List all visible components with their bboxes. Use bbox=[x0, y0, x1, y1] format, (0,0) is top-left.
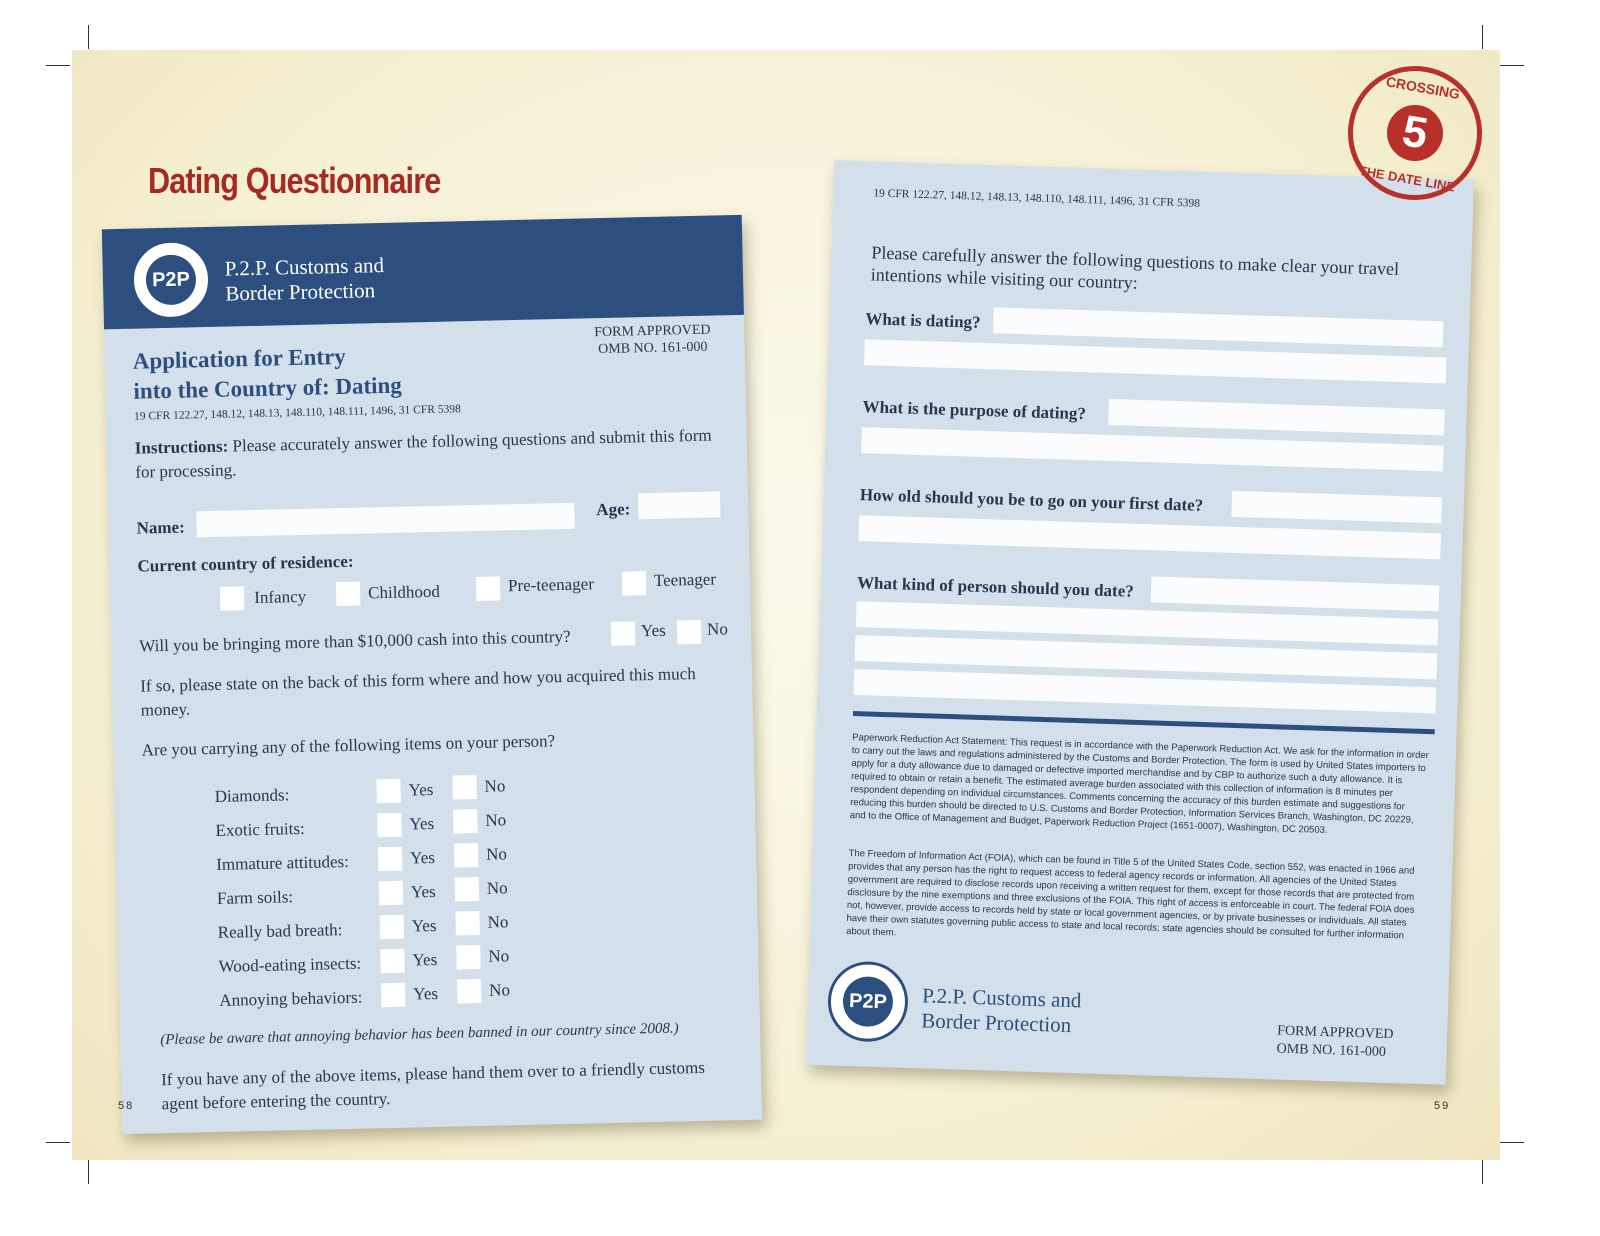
yes-label: Yes bbox=[409, 847, 436, 868]
name-label: Name: bbox=[136, 517, 185, 538]
form-approved: FORM APPROVED OMB NO. 161-000 bbox=[594, 322, 711, 358]
item-yes-checkbox[interactable] bbox=[380, 949, 405, 974]
option-label: Teenager bbox=[653, 569, 717, 590]
item-yes-checkbox[interactable] bbox=[378, 847, 403, 872]
cfr-reference: 19 CFR 122.27, 148.12, 148.13, 148.110, 148.111, 1496, 31 CFR 5398 bbox=[133, 403, 461, 423]
crossing-5-stamp: CROSSING 5 THE DATE LINE bbox=[1337, 55, 1492, 210]
option-label: Infancy bbox=[253, 586, 307, 608]
closing-text: If you have any of the above items, please hand them over to a friendly customs agent before entering the country. bbox=[160, 1057, 706, 1114]
no-label: No bbox=[485, 810, 507, 830]
item-no-checkbox[interactable] bbox=[452, 775, 477, 800]
crop-mark bbox=[1500, 65, 1524, 66]
pre-teenager-checkbox[interactable] bbox=[476, 576, 501, 601]
answer-input[interactable] bbox=[1151, 576, 1440, 611]
answer-input[interactable] bbox=[1231, 491, 1442, 524]
item-no-checkbox[interactable] bbox=[455, 911, 480, 936]
item-label: Really bad breath: bbox=[217, 920, 343, 942]
no-label: No bbox=[486, 878, 508, 898]
item-no-checkbox[interactable] bbox=[456, 945, 481, 970]
item-yes-checkbox[interactable] bbox=[376, 779, 401, 804]
yes-label: Yes bbox=[640, 620, 667, 641]
no-label: No bbox=[488, 946, 510, 966]
yes-label: Yes bbox=[412, 949, 438, 970]
item-label: Immature attitudes: bbox=[216, 851, 350, 874]
cfr-reference: 19 CFR 122.27, 148.12, 148.13, 148.110, 148.111, 1496, 31 CFR 5398 bbox=[873, 187, 1201, 210]
item-no-checkbox[interactable] bbox=[453, 809, 478, 834]
residence-label: Current country of residence: bbox=[137, 551, 354, 576]
item-label: Diamonds: bbox=[214, 785, 290, 806]
crop-mark bbox=[1482, 1160, 1483, 1184]
cash-no-checkbox[interactable] bbox=[677, 620, 702, 645]
item-no-checkbox[interactable] bbox=[454, 843, 479, 868]
crop-mark bbox=[88, 1160, 89, 1184]
crop-mark bbox=[46, 1142, 70, 1143]
answer-input[interactable] bbox=[858, 515, 1441, 559]
item-label: Farm soils: bbox=[216, 887, 294, 908]
yes-label: Yes bbox=[411, 915, 437, 936]
no-label: No bbox=[706, 619, 729, 639]
item-label: Exotic fruits: bbox=[215, 818, 305, 840]
form-approved: FORM APPROVED OMB NO. 161-000 bbox=[1276, 1023, 1394, 1060]
p2p-logo: P2P bbox=[130, 239, 212, 321]
answer-input[interactable] bbox=[1108, 399, 1445, 436]
cash-question: Will you be bringing more than $10,000 cash into this country? bbox=[139, 626, 571, 656]
yes-label: Yes bbox=[409, 813, 435, 834]
answer-input[interactable] bbox=[861, 427, 1444, 471]
intro-text: Please carefully answer the following questions to make clear your travel intentions while visiting our country: bbox=[870, 242, 1400, 293]
item-no-checkbox[interactable] bbox=[455, 877, 480, 902]
question-label: What is dating? bbox=[865, 309, 981, 332]
crop-mark bbox=[46, 65, 70, 66]
question-label: What is the purpose of dating? bbox=[862, 397, 1087, 424]
answer-input[interactable] bbox=[864, 339, 1447, 383]
form-header-band bbox=[102, 215, 744, 329]
form-heading: Application for Entry into the Country of: Dating bbox=[132, 343, 403, 404]
item-yes-checkbox[interactable] bbox=[377, 813, 402, 838]
if-so-text: If so, please state on the back of this form where and how you acquired this much money. bbox=[139, 664, 696, 720]
foia-statement: The Freedom of Information Act (FOIA), which can be found in Title 5 of the United States Code, section 552, was enacted in 1966 and provides that any person has the right to request access to federal agency records or information. All agencies of the United States government are required to disclose records upon receiving a written request for them, except for those records that are protected from disclosure by the nine exemptions and three exclusions of the FOIA. This right of access is enforceable in court. The federal FOIA does not, however, provide access to records held by state or local government agencies, or by private businesses or individuals. All states have their own statutes governing public access to state and local records; state agencies should be consulted for further information about them. bbox=[845, 847, 1415, 942]
p2p-logo: P2P bbox=[827, 960, 909, 1042]
crop-mark bbox=[1500, 1142, 1524, 1143]
page-number: 59 bbox=[1434, 1100, 1451, 1112]
yes-label: Yes bbox=[408, 780, 434, 800]
answer-input[interactable] bbox=[993, 307, 1444, 347]
questions-form bbox=[806, 160, 1474, 1085]
question-label: What kind of person should you date? bbox=[856, 573, 1135, 601]
crop-mark bbox=[88, 25, 89, 49]
crop-mark bbox=[1482, 25, 1483, 49]
carry-question: Are you carrying any of the following items on your person? bbox=[141, 731, 556, 760]
item-yes-checkbox[interactable] bbox=[381, 983, 406, 1008]
page-title: Dating Questionnaire bbox=[148, 160, 441, 201]
item-yes-checkbox[interactable] bbox=[379, 915, 404, 940]
childhood-checkbox[interactable] bbox=[336, 582, 361, 607]
no-label: No bbox=[484, 776, 506, 796]
teenager-checkbox[interactable] bbox=[622, 571, 647, 596]
no-label: No bbox=[487, 912, 509, 932]
name-input[interactable] bbox=[196, 503, 574, 538]
infancy-checkbox[interactable] bbox=[220, 586, 245, 611]
yes-label: Yes bbox=[413, 983, 439, 1004]
yes-label: Yes bbox=[410, 881, 436, 902]
divider bbox=[853, 711, 1435, 734]
agency-name: P.2.P. Customs and Border Protection bbox=[224, 252, 385, 306]
no-label: No bbox=[488, 980, 511, 1000]
option-label: Childhood bbox=[367, 581, 441, 603]
question-label: How old should you be to go on your first date? bbox=[859, 485, 1204, 515]
item-yes-checkbox[interactable] bbox=[379, 881, 404, 906]
item-no-checkbox[interactable] bbox=[457, 979, 482, 1004]
item-label: Annoying behaviors: bbox=[219, 987, 363, 1010]
agency-name: P.2.P. Customs and Border Protection bbox=[921, 983, 1082, 1038]
age-input[interactable] bbox=[638, 491, 721, 519]
age-label: Age: bbox=[596, 499, 631, 520]
ban-note: (Please be aware that annoying behavior has been banned in our country since 2008.) bbox=[160, 1020, 679, 1049]
no-label: No bbox=[485, 844, 508, 864]
cash-yes-checkbox[interactable] bbox=[611, 621, 636, 646]
instructions: Instructions: Please accurately answer the following questions and submit this form for processing. bbox=[134, 425, 712, 482]
entry-application-form bbox=[102, 215, 762, 1134]
page-number: 58 bbox=[118, 1100, 135, 1112]
item-label: Wood-eating insects: bbox=[218, 953, 362, 976]
paperwork-statement: Paperwork Reduction Act Statement: This request is in accordance with the Paperwork Reduction Act. We ask for the information in order to carry out the laws and regulations administered by the Customs and Border Protection. The form is used by United States importers to apply for a duty allowance due to damaged or defective imported merchandise and by CBP to authorize such a duty allowance. It is required to obtain or retain a benefit. The estimated average burden associated with this collection of information is 8 minutes per respondent depending on individual circumstances. Comments concerning the accuracy of this burden estimate and suggestions for reducing this burden should be directed to U.S. Customs and Border Protection, Information Services Branch, Washington, DC 20229, and to the Office of Management and Budget, Paperwork Reduction Project (1651-0007), Washington, DC 20503. bbox=[849, 732, 1429, 836]
option-label: Pre-teenager bbox=[507, 574, 595, 596]
